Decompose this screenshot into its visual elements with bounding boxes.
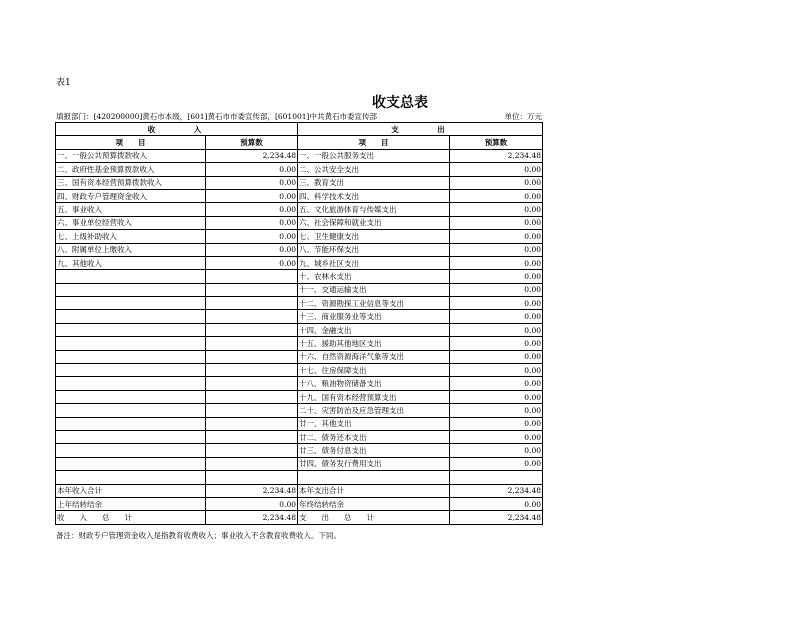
- table-number: 表1: [56, 78, 71, 88]
- income-item-cell: 六、事业单位经营收入: [56, 216, 206, 229]
- expense-item-cell: 十一、交通运输支出: [298, 283, 450, 296]
- income-value-cell: 0.00: [206, 243, 298, 256]
- income-value-cell: 2,234.48: [206, 149, 298, 162]
- income-item-cell: [56, 323, 206, 336]
- expense-item-cell: 一、一般公共服务支出: [298, 149, 450, 162]
- income-item-cell: 三、国有资本经营预算拨款收入: [56, 176, 206, 189]
- income-value-cell: 2,234.48: [206, 511, 298, 524]
- income-item-cell: [56, 404, 206, 417]
- income-item-cell: 一、一般公共预算拨款收入: [56, 149, 206, 162]
- income-value-cell: [206, 270, 298, 283]
- expense-item-cell: 支 出 总 计: [298, 511, 450, 524]
- table-row: [56, 404, 543, 417]
- page-title: 收支总表: [372, 95, 428, 111]
- income-item-cell: [56, 430, 206, 443]
- expense-value-cell: 0.00: [450, 323, 543, 336]
- income-item-header: 项 目: [56, 136, 206, 149]
- expense-item-cell: 十四、金融支出: [298, 323, 450, 336]
- expense-value-cell: 0.00: [450, 283, 543, 296]
- income-value-cell: 2,234.48: [206, 484, 298, 497]
- income-item-cell: [56, 377, 206, 390]
- expense-item-cell: 廿四、债务发行费用支出: [298, 457, 450, 470]
- expense-item-cell: [298, 471, 450, 484]
- income-value-cell: [206, 297, 298, 310]
- expense-item-cell: 廿一、其他支出: [298, 417, 450, 430]
- expense-item-cell: 年终结转结余: [298, 497, 450, 510]
- expense-item-cell: 十、农林水支出: [298, 270, 450, 283]
- expense-value-cell: 0.00: [450, 337, 543, 350]
- income-value-cell: [206, 417, 298, 430]
- table-row: [56, 270, 543, 283]
- expense-value-cell: 2,234.48: [450, 149, 543, 162]
- expense-item-cell: 十七、住房保障支出: [298, 364, 450, 377]
- expense-value-cell: 0.00: [450, 404, 543, 417]
- table-row: [56, 511, 543, 524]
- expense-value-cell: 0.00: [450, 243, 543, 256]
- table-row: [56, 457, 543, 470]
- expense-item-cell: 十九、国有资本经营预算支出: [298, 390, 450, 403]
- expense-value-cell: 0.00: [450, 270, 543, 283]
- income-value-cell: [206, 390, 298, 403]
- table-body: [56, 149, 543, 524]
- expense-item-cell: 八、节能环保支出: [298, 243, 450, 256]
- table-row: [56, 323, 543, 336]
- income-value-cell: 0.00: [206, 497, 298, 510]
- income-value-cell: [206, 430, 298, 443]
- expense-value-cell: 0.00: [450, 216, 543, 229]
- income-item-cell: [56, 364, 206, 377]
- table-row: [56, 243, 543, 256]
- income-item-cell: [56, 417, 206, 430]
- column-header-row: [56, 136, 543, 149]
- expense-value-cell: 0.00: [450, 350, 543, 363]
- expense-value-cell: 0.00: [450, 163, 543, 176]
- reporting-unit: 填报部门：[420200000]黄石市本级，[601]黄石市市委宣传部，[601001]中共黄石市委宣传部: [56, 112, 377, 121]
- income-value-cell: [206, 337, 298, 350]
- expense-item-cell: 十六、自然资源海洋气象等支出: [298, 350, 450, 363]
- income-budget-header: 预算数: [206, 136, 298, 149]
- expense-item-cell: 七、卫生健康支出: [298, 230, 450, 243]
- expense-value-cell: 0.00: [450, 297, 543, 310]
- expense-value-cell: 0.00: [450, 390, 543, 403]
- income-item-cell: 本年收入合计: [56, 484, 206, 497]
- expense-item-header: 项 目: [298, 136, 450, 149]
- expense-value-cell: 0.00: [450, 189, 543, 202]
- table-row: [56, 163, 543, 176]
- income-value-cell: [206, 457, 298, 470]
- income-item-cell: [56, 444, 206, 457]
- income-value-cell: [206, 404, 298, 417]
- income-value-cell: [206, 364, 298, 377]
- table-row: [56, 337, 543, 350]
- expense-budget-header: 预算数: [450, 136, 543, 149]
- table-row: [56, 377, 543, 390]
- income-item-cell: [56, 350, 206, 363]
- expense-value-cell: 0.00: [450, 203, 543, 216]
- expense-item-cell: 六、社会保障和就业支出: [298, 216, 450, 229]
- table-row: [56, 497, 543, 510]
- expense-item-cell: 十五、援助其他地区支出: [298, 337, 450, 350]
- expense-value-cell: 0.00: [450, 417, 543, 430]
- table-row: [56, 283, 543, 296]
- income-value-cell: 0.00: [206, 230, 298, 243]
- expense-value-cell: 0.00: [450, 457, 543, 470]
- expense-item-cell: 廿二、债务还本支出: [298, 430, 450, 443]
- income-value-cell: [206, 377, 298, 390]
- expense-item-cell: 五、文化旅游体育与传媒支出: [298, 203, 450, 216]
- expense-value-cell: 0.00: [450, 497, 543, 510]
- report-meta: [56, 111, 542, 122]
- table-row: [56, 230, 543, 243]
- income-value-cell: [206, 350, 298, 363]
- expense-value-cell: 2,234.48: [450, 484, 543, 497]
- expense-value-cell: 0.00: [450, 310, 543, 323]
- income-item-cell: [56, 337, 206, 350]
- expense-value-cell: 0.00: [450, 176, 543, 189]
- table-row: [56, 176, 543, 189]
- income-item-cell: [56, 457, 206, 470]
- income-value-cell: [206, 323, 298, 336]
- table-row: [56, 189, 543, 202]
- table-row: [56, 390, 543, 403]
- table-row: [56, 216, 543, 229]
- table-row: [56, 444, 543, 457]
- income-item-cell: 四、财政专户管理资金收入: [56, 189, 206, 202]
- table-row: [56, 430, 543, 443]
- table-row: [56, 364, 543, 377]
- income-value-cell: [206, 444, 298, 457]
- income-item-cell: [56, 471, 206, 484]
- expense-value-cell: 0.00: [450, 430, 543, 443]
- table-row: [56, 417, 543, 430]
- section-header-row: [56, 123, 543, 136]
- income-item-cell: [56, 390, 206, 403]
- table-row: [56, 256, 543, 269]
- income-section-header: 收 入: [56, 123, 298, 136]
- table-row: [56, 297, 543, 310]
- table-row: [56, 484, 543, 497]
- expense-item-cell: 十八、粮油物资储备支出: [298, 377, 450, 390]
- expense-item-cell: 廿三、债务付息支出: [298, 444, 450, 457]
- income-value-cell: 0.00: [206, 216, 298, 229]
- expense-section-header: 支 出: [298, 123, 543, 136]
- income-item-cell: [56, 310, 206, 323]
- expense-value-cell: 0.00: [450, 364, 543, 377]
- table-row: [56, 471, 543, 484]
- income-item-cell: [56, 283, 206, 296]
- table-row: [56, 310, 543, 323]
- income-item-cell: [56, 270, 206, 283]
- income-value-cell: 0.00: [206, 176, 298, 189]
- expense-item-cell: 四、科学技术支出: [298, 189, 450, 202]
- income-item-cell: 九、其他收入: [56, 256, 206, 269]
- income-item-cell: 八、附属单位上缴收入: [56, 243, 206, 256]
- expense-value-cell: [450, 471, 543, 484]
- expense-item-cell: 十三、商业服务业等支出: [298, 310, 450, 323]
- income-item-cell: 收 入 总 计: [56, 511, 206, 524]
- expense-value-cell: 0.00: [450, 377, 543, 390]
- income-item-cell: 二、政府性基金预算拨款收入: [56, 163, 206, 176]
- table-row: [56, 350, 543, 363]
- income-item-cell: 五、事业收入: [56, 203, 206, 216]
- expense-value-cell: 0.00: [450, 230, 543, 243]
- expense-item-cell: 三、教育支出: [298, 176, 450, 189]
- footnote: 备注：财政专户管理资金收入是指教育收费收入；事业收入不含教育收费收入。下同。: [56, 531, 341, 540]
- expense-value-cell: 0.00: [450, 256, 543, 269]
- expense-value-cell: 2,234.48: [450, 511, 543, 524]
- budget-summary-table: [55, 122, 543, 525]
- table-row: [56, 203, 543, 216]
- expense-item-cell: 二十、灾害防治及应急管理支出: [298, 404, 450, 417]
- expense-item-cell: 十二、资源勘探工业信息等支出: [298, 297, 450, 310]
- expense-value-cell: 0.00: [450, 444, 543, 457]
- table-row: [56, 149, 543, 162]
- income-item-cell: 上年结转结余: [56, 497, 206, 510]
- expense-item-cell: 本年支出合计: [298, 484, 450, 497]
- income-value-cell: 0.00: [206, 189, 298, 202]
- income-item-cell: [56, 297, 206, 310]
- expense-item-cell: 二、公共安全支出: [298, 163, 450, 176]
- income-value-cell: [206, 283, 298, 296]
- expense-item-cell: 九、城乡社区支出: [298, 256, 450, 269]
- income-value-cell: 0.00: [206, 163, 298, 176]
- currency-unit: 单位：万元: [504, 112, 542, 121]
- income-value-cell: [206, 471, 298, 484]
- income-value-cell: [206, 310, 298, 323]
- income-value-cell: 0.00: [206, 203, 298, 216]
- income-value-cell: 0.00: [206, 256, 298, 269]
- income-item-cell: 七、上级补助收入: [56, 230, 206, 243]
